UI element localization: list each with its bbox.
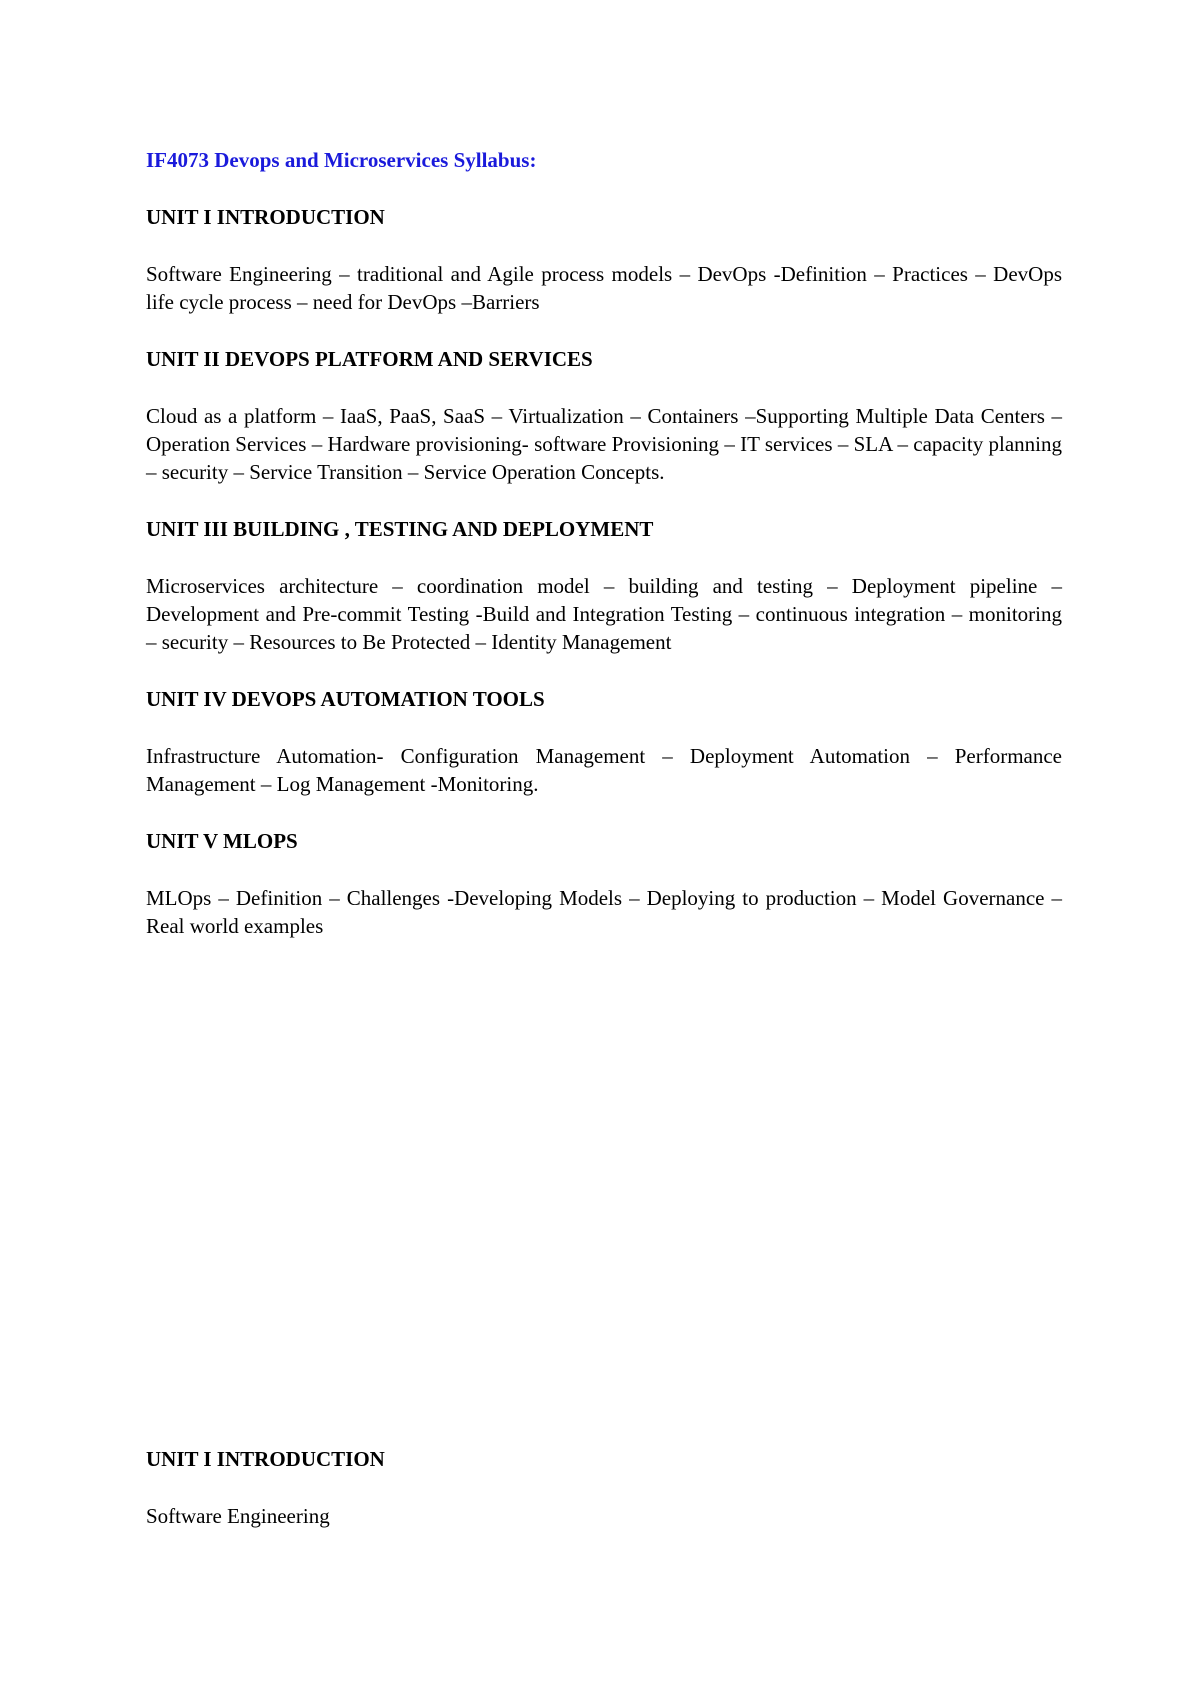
- unit-4-heading: UNIT IV DEVOPS AUTOMATION TOOLS: [146, 687, 545, 711]
- unit-3-heading: UNIT III BUILDING , TESTING AND DEPLOYMENT: [146, 517, 654, 541]
- unit-3-body: Microservices architecture – coordination model – building and testing – Deployment pipeline – Development and Pre-commit Testing -Build and Integration Testing – continuous integration – monitoring – security – Resources to Be Protected – Identity Management: [146, 574, 1062, 654]
- unit-2-body: Cloud as a platform – IaaS, PaaS, SaaS – Virtualization – Containers –Supporting Multiple Data Centers – Operation Services – Hardware provisioning- software Provisioning – IT services – SLA – capacity planning – security – Service Transition – Service Operation Concepts.: [146, 404, 1062, 484]
- unit-1-body: Software Engineering – traditional and Agile process models – DevOps -Definition – Practices – DevOps life cycle process – need for DevOps –Barriers: [146, 262, 1062, 314]
- second-section-heading: UNIT I INTRODUCTION: [146, 1447, 385, 1471]
- unit-5-body: MLOps – Definition – Challenges -Developing Models – Deploying to production – Model Governance – Real world examples: [146, 886, 1062, 938]
- syllabus-content: [146, 146, 1062, 940]
- second-section: [146, 1445, 1062, 1530]
- unit-1-heading: UNIT I INTRODUCTION: [146, 205, 385, 229]
- unit-2-heading: UNIT II DEVOPS PLATFORM AND SERVICES: [146, 347, 593, 371]
- document-title: IF4073 Devops and Microservices Syllabus:: [146, 148, 537, 172]
- unit-4-body: Infrastructure Automation- Configuration Management – Deployment Automation – Performance Management – Log Management -Monitoring.: [146, 744, 1062, 796]
- second-section-body: Software Engineering: [146, 1504, 330, 1528]
- unit-5-heading: UNIT V MLOPS: [146, 829, 298, 853]
